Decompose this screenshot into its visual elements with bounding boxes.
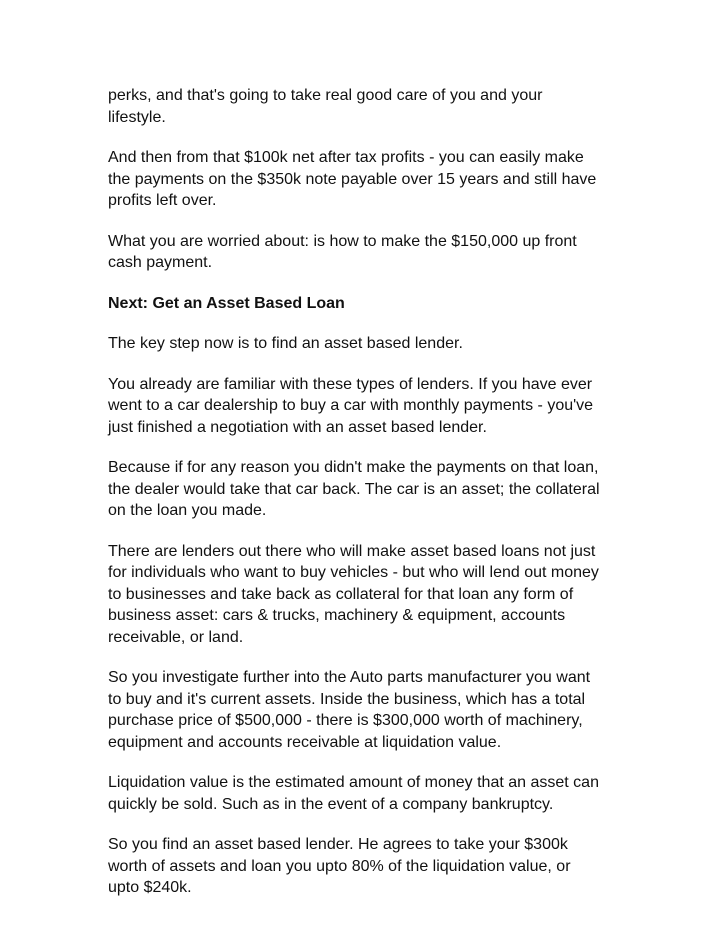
paragraph-familiar-lenders: You already are familiar with these types of lenders. If you have ever went to a car dealership to buy a car with monthly payments - you've just finished a negotiation with an asset based lender. — [108, 375, 594, 436]
paragraph-key-step: The key step now is to find an asset based lender. — [108, 335, 463, 352]
paragraph-worried: What you are worried about: is how to make the $150,000 up front cash payment. — [108, 232, 577, 271]
paragraph-collateral: Because if for any reason you didn't make the payments on that loan, the dealer would take that car back. The car is an asset; the collateral on the loan you made. — [108, 459, 600, 519]
paragraph-liquidation-value: Liquidation value is the estimated amount of money that an asset can quickly be sold. Such as in the event of a company bankruptcy. — [108, 774, 599, 813]
document-page — [108, 85, 628, 918]
paragraph-investigate: So you investigate further into the Auto parts manufacturer you want to buy and it's current assets. Inside the business, which has a total purchase price of $500,000 - there is $300,000 worth of machinery, equipment and accounts receivable at liquidation value. — [108, 669, 591, 751]
paragraph-find-lender: So you find an asset based lender. He agrees to take your $300k worth of assets and loan you upto 80% of the liquidation value, or upto $240k. — [108, 836, 571, 896]
paragraph-net-profits: And then from that $100k net after tax profits - you can easily make the payments on the $350k note payable over 15 years and still have profits left over. — [108, 149, 597, 209]
paragraph-perks: perks, and that's going to take real good care of you and your lifestyle. — [108, 87, 543, 126]
section-heading: Next: Get an Asset Based Loan — [108, 294, 345, 312]
paragraph-lenders-out-there: There are lenders out there who will make asset based loans not just for individuals who want to buy vehicles - but who will lend out money to businesses and take back as collateral for that loan any form of business asset: cars & trucks, machinery & equipment, accounts receivable, or land. — [108, 542, 599, 646]
